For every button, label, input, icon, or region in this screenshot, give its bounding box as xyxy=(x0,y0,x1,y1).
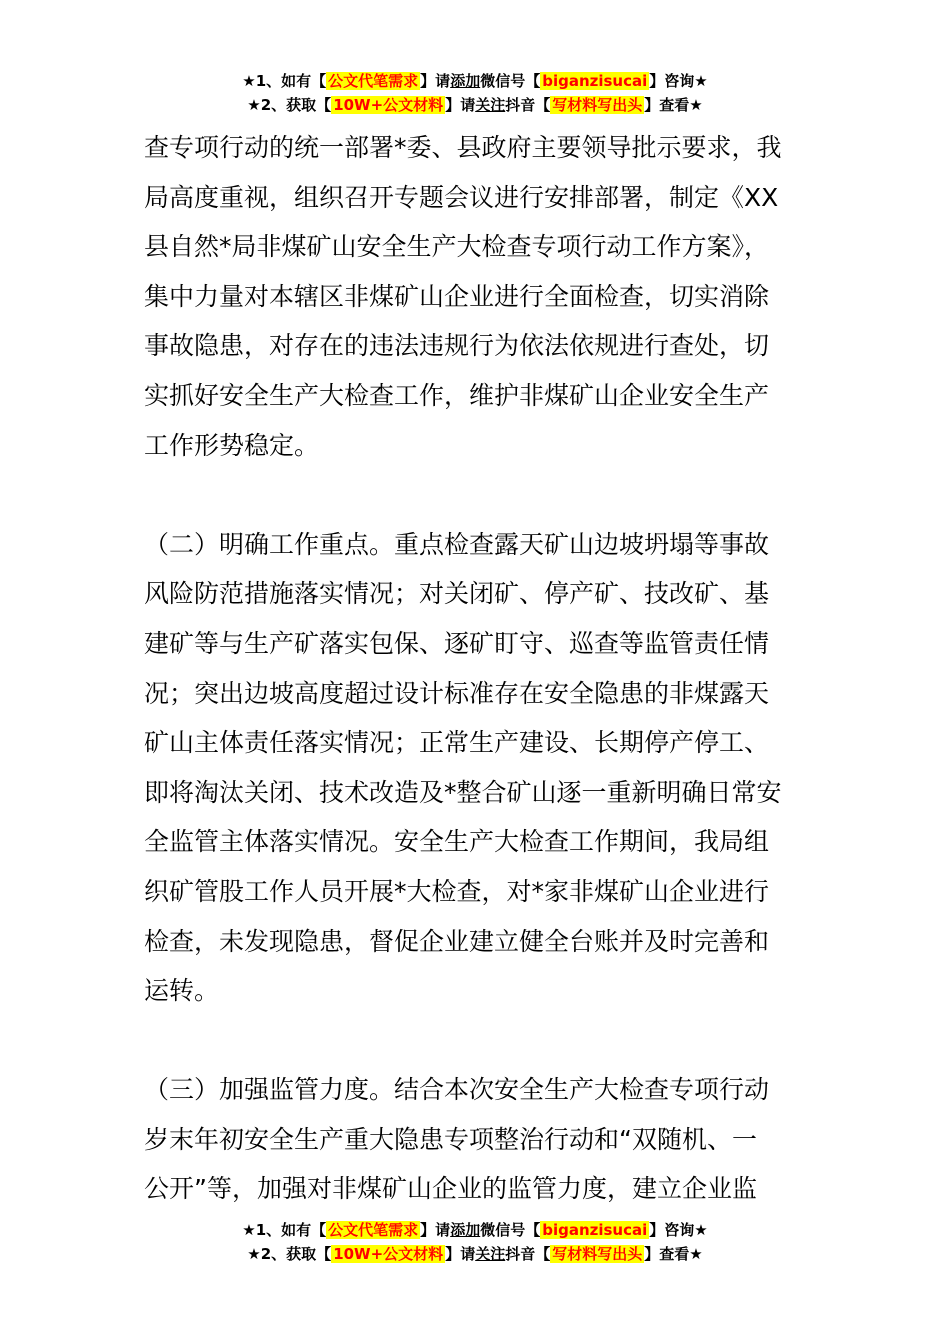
banner-text: 】查看★ xyxy=(644,1245,703,1263)
banner-line-2 xyxy=(0,1242,950,1266)
banner-highlight: biganzisucai xyxy=(542,72,648,90)
text-line: 运转。 xyxy=(144,976,220,1006)
banner-text: 抖音【 xyxy=(505,1245,551,1263)
banner-text: 】请 xyxy=(420,72,451,90)
banner-text: ★2、获取【 xyxy=(247,1245,332,1263)
text-line: 工作形势稳定。 xyxy=(144,430,320,460)
banner-text: ★1、如有【 xyxy=(242,1221,327,1239)
text-line: 检查，未发现隐患，督促企业建立健全台账并及时完善和 xyxy=(144,926,770,956)
paragraph-2 xyxy=(144,520,808,1016)
banner-emphasis: 关注 xyxy=(475,96,506,114)
text-line: 实抓好安全生产大检查工作，维护非煤矿山企业安全生产 xyxy=(144,380,770,410)
text-line: 全监管主体落实情况。安全生产大检查工作期间，我局组 xyxy=(144,827,770,857)
text-line: 况；突出边坡高度超过设计标准存在安全隐患的非煤露天 xyxy=(144,678,770,708)
banner-text: 】咨询★ xyxy=(649,1221,708,1239)
banner-line-1 xyxy=(0,69,950,93)
banner-highlight: 公文代笔需求 xyxy=(328,72,419,90)
banner-highlight: 10W+公文材料 xyxy=(333,96,444,114)
banner-line-2 xyxy=(0,93,950,117)
banner-text: ★2、获取【 xyxy=(247,96,332,114)
text-line: 建矿等与生产矿落实包保、逐矿盯守、巡查等监管责任情 xyxy=(144,628,770,658)
banner-text: 】查看★ xyxy=(644,96,703,114)
banner-text: 】咨询★ xyxy=(649,72,708,90)
text-line: 县自然*局非煤矿山安全生产大检查专项行动工作方案》， xyxy=(144,232,770,262)
text-line: 集中力量对本辖区非煤矿山企业进行全面检查，切实消除 xyxy=(144,281,770,311)
banner-highlight: biganzisucai xyxy=(542,1221,648,1239)
banner-highlight: 写材料写出头 xyxy=(552,96,643,114)
banner-highlight: 写材料写出头 xyxy=(552,1245,643,1263)
text-line: （三）加强监管力度。结合本次安全生产大检查专项行动 xyxy=(144,1075,770,1105)
text-line: 事故隐患，对存在的违法违规行为依法依规进行查处，切 xyxy=(144,331,770,361)
banner-text: 】请 xyxy=(445,1245,476,1263)
paragraph-1 xyxy=(144,123,808,470)
text-line: 查专项行动的统一部署*委、县政府主要领导批示要求，我 xyxy=(144,133,782,162)
text-line: 公开”等，加强对非煤矿山企业的监管力度，建立企业监 xyxy=(144,1174,757,1204)
footer-banner xyxy=(0,1218,950,1266)
text-line: 即将淘汰关闭、技术改造及*整合矿山逐一重新明确日常安 xyxy=(144,777,782,807)
text-line: 织矿管股工作人员开展*大检查，对*家非煤矿山企业进行 xyxy=(144,876,770,906)
header-banner xyxy=(0,69,950,117)
banner-emphasis: 关注 xyxy=(475,1245,506,1263)
text-line: 岁末年初安全生产重大隐患专项整治行动和“双随机、一 xyxy=(144,1124,757,1154)
text-line: 风险防范措施落实情况；对关闭矿、停产矿、技改矿、基 xyxy=(144,579,770,609)
banner-text: 抖音【 xyxy=(505,96,551,114)
banner-emphasis: 添加 xyxy=(450,1221,481,1239)
paragraph-spacer xyxy=(144,470,808,520)
document-body xyxy=(144,123,808,1214)
banner-highlight: 公文代笔需求 xyxy=(328,1221,419,1239)
banner-text: 】请 xyxy=(420,1221,451,1239)
text-line: （二）明确工作重点。重点检查露天矿山边坡坍塌等事故 xyxy=(144,529,770,559)
banner-line-1 xyxy=(0,1218,950,1242)
text-line: 矿山主体责任落实情况；正常生产建设、长期停产停工、 xyxy=(144,728,770,758)
banner-highlight: 10W+公文材料 xyxy=(333,1245,444,1263)
banner-emphasis: 添加 xyxy=(450,72,481,90)
banner-text: 微信号【 xyxy=(480,72,541,90)
banner-text: 】请 xyxy=(445,96,476,114)
paragraph-3 xyxy=(144,1065,808,1214)
text-line: 局高度重视，组织召开专题会议进行安排部署，制定《XX xyxy=(144,182,779,212)
paragraph-spacer xyxy=(144,1016,808,1066)
banner-text: ★1、如有【 xyxy=(242,72,327,90)
banner-text: 微信号【 xyxy=(480,1221,541,1239)
